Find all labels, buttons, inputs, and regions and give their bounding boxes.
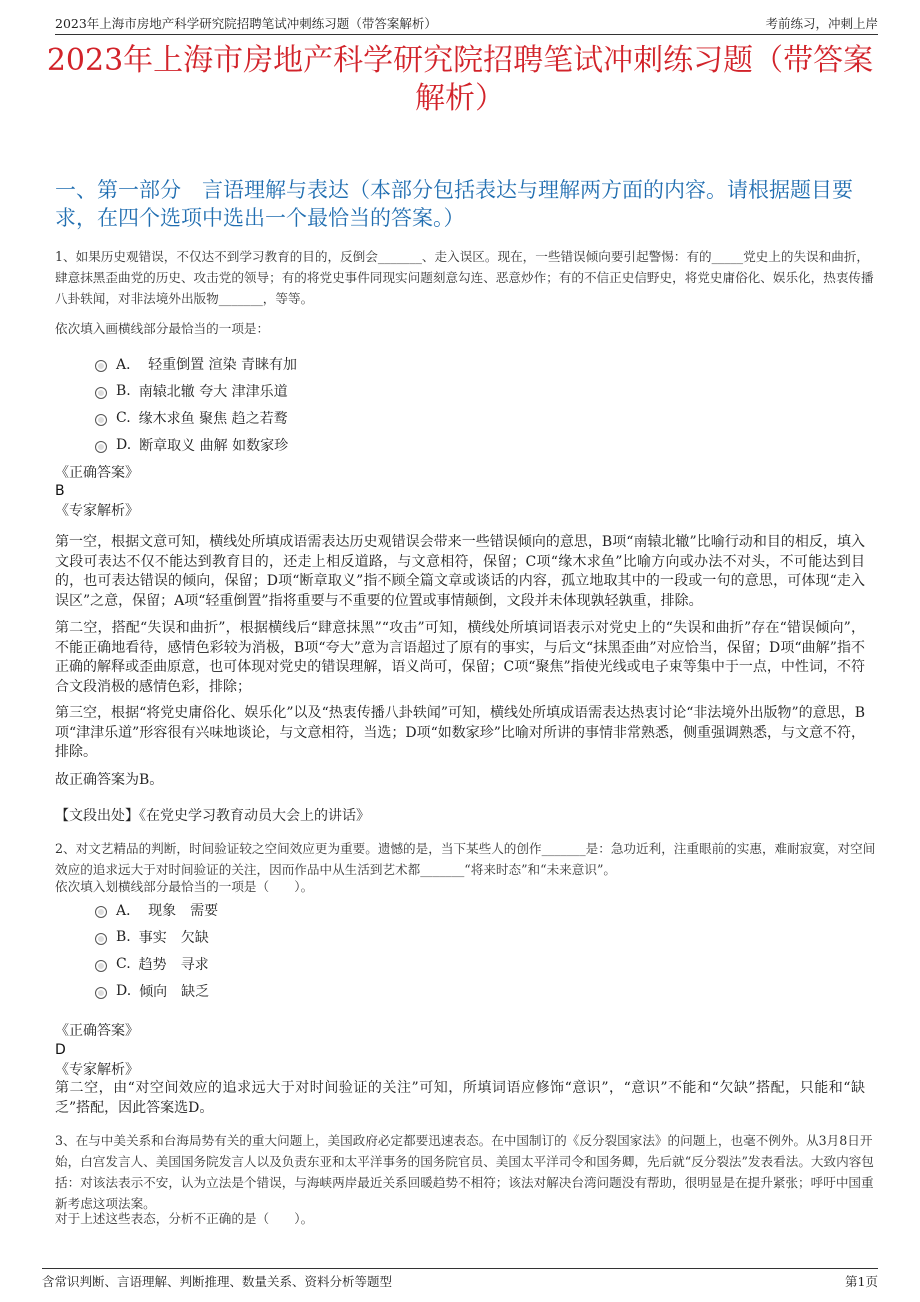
question-1-prompt: 依次填入画横线部分最恰当的一项是： — [55, 321, 270, 336]
radio-icon[interactable] — [95, 960, 107, 972]
radio-icon[interactable] — [95, 387, 107, 399]
option-a[interactable]: A． 轻重倒置 渲染 青睐有加 — [95, 350, 297, 377]
analysis-label: 《专家解析》 — [55, 1062, 139, 1078]
question-2-prompt: 依次填入划横线部分最恰当的一项是（ ）。 — [55, 879, 314, 894]
question-2-options — [95, 896, 218, 1004]
option-c[interactable]: C. 趋势 寻求 — [95, 950, 218, 977]
question-3-prompt: 对于上述这些表态，分析不正确的是（ ）。 — [55, 1211, 314, 1226]
header-doc-title: 2023年上海市房地产科学研究院招聘笔试冲刺练习题（带答案解析） — [55, 16, 437, 31]
question-3-stem: 3、在与中美关系和台海局势有关的重大问题上，美国政府必定都要迅速表态。在中国制订的《反分裂国家法》的问题上，也毫不例外。从3月8日开始，白宫发言人、美国国务院发言人以及负责东亚和太平洋事务的国务院官员、美国太平洋司令和国务卿，先后就“反分裂法”发表看法。大致内容包括：对该法表示不安，认为立法是个错误，与海峡两岸最近关系回暖趋势不相符；该法对解决台湾问题没有帮助，很明显是在提升紧张；呼吁中国重新考虑这项法案。 — [55, 1133, 874, 1211]
question-1-options — [95, 350, 297, 458]
option-c[interactable]: C. 缘木求鱼 聚焦 趋之若鹜 — [95, 404, 297, 431]
passage-source: 【文段出处】《在党史学习教育动员大会上的讲话》 — [55, 808, 370, 824]
radio-icon[interactable] — [95, 933, 107, 945]
option-d[interactable]: D. 断章取义 曲解 如数家珍 — [95, 431, 297, 458]
analysis-paragraph-2: 第二空，搭配“失误和曲折”，根据横线后“肆意抹黑”“攻击”可知，横线处所填词语表示对党史上的“失误和曲折”存在“错误倾向”，不能正确地看待，感情色彩较为消极，B项“夸大”意为言语超过了原有的事实，与后文“抹黑歪曲”对应恰当，保留；D项“曲解”指不正确的解释或歪曲原意，也可体现对党史的错误理解，语义尚可，保留；C项“聚焦”指使光线或电子束等集中于一点，中性词，不符合文段消极的感情色彩，排除； — [55, 620, 865, 695]
radio-icon[interactable] — [95, 360, 107, 372]
page-footer — [42, 1268, 878, 1292]
option-a[interactable]: A． 现象 需要 — [95, 896, 218, 923]
analysis-label: 《专家解析》 — [55, 503, 139, 519]
answer-value: D — [55, 1042, 66, 1058]
option-d[interactable]: D. 倾向 缺乏 — [95, 977, 218, 1004]
header-slogan: 考前练习，冲刺上岸 — [765, 16, 878, 31]
option-b[interactable]: B. 南辕北辙 夸大 津津乐道 — [95, 377, 297, 404]
page-header — [55, 12, 878, 35]
analysis-paragraph-1: 第一空，根据文意可知，横线处所填成语需表达历史观错误会带来一些错误倾向的意思，B项“南辕北辙”比喻行动和目的相反，填入文段可表达不仅不能达到教育目的，还走上相反道路，与文意相符，保留；C项“缘木求鱼”比喻方向或办法不对头，不可能达到目的，也可表达错误的倾向，保留；D项“断章取义”指不顾全篇文章或谈话的内容，孤立地取其中的一段或一句的意思，可体现“走入误区”之意，保留；A项“轻重倒置”指将重要与不重要的位置或事情颠倒，文段并未体现孰轻孰重，排除。 — [55, 534, 865, 609]
question-1-stem: 1、如果历史观错误，不仅达不到学习教育的目的，反倒会_______、走入误区。现在，一些错误倾向要引起警惕：有的_____党史上的失误和曲折，肆意抹黑歪曲党的历史、攻击党的领导；有的将党史事件同现实问题刻意勾连、恶意炒作；有的不信正史信野史，将党史庸俗化、娱乐化，热衷传播八卦轶闻，对非法境外出版物_______，等等。 — [55, 249, 874, 306]
radio-icon[interactable] — [95, 414, 107, 426]
option-b[interactable]: B. 事实 欠缺 — [95, 923, 218, 950]
page-number: 第1页 — [845, 1274, 878, 1289]
radio-icon[interactable] — [95, 987, 107, 999]
section-heading: 一、第一部分 言语理解与表达（本部分包括表达与理解两方面的内容。请根据题目要求，在四个选项中选出一个最恰当的答案。） — [55, 178, 853, 230]
analysis-paragraph: 第二空，由“对空间效应的追求远大于对时间验证的关注”可知，所填词语应修饰“意识”，“意识”不能和“欠缺”搭配，只能和“缺乏”搭配，因此答案选D。 — [55, 1080, 865, 1116]
footer-topics: 含常识判断、言语理解、判断推理、数量关系、资料分析等题型 — [42, 1274, 393, 1289]
radio-icon[interactable] — [95, 906, 107, 918]
document-title: 2023年上海市房地产科学研究院招聘笔试冲刺练习题（带答案解析） — [46, 43, 874, 116]
analysis-conclusion: 故正确答案为B。 — [55, 772, 164, 788]
answer-label: 《正确答案》 — [55, 465, 139, 481]
analysis-paragraph-3: 第三空，根据“将党史庸俗化、娱乐化”以及“热衷传播八卦轶闻”可知，横线处所填成语需表达热衷讨论“非法境外出版物”的意思，B项“津津乐道”形容很有兴味地谈论，与文意相符，当选；D项“如数家珍”比喻对所讲的事情非常熟悉，侧重强调熟悉，与文意不符，排除。 — [55, 705, 865, 760]
answer-value: B — [55, 483, 65, 499]
answer-label: 《正确答案》 — [55, 1023, 139, 1039]
question-2-stem: 2、对文艺精品的判断，时间验证较之空间效应更为重要。遗憾的是，当下某些人的创作_______是：急功近利，注重眼前的实惠，难耐寂寞，对空间效应的追求远大于对时间验证的关注，因而作品中从生活到艺术都_______“将来时态”和“未来意识”。 — [55, 841, 876, 877]
radio-icon[interactable] — [95, 441, 107, 453]
